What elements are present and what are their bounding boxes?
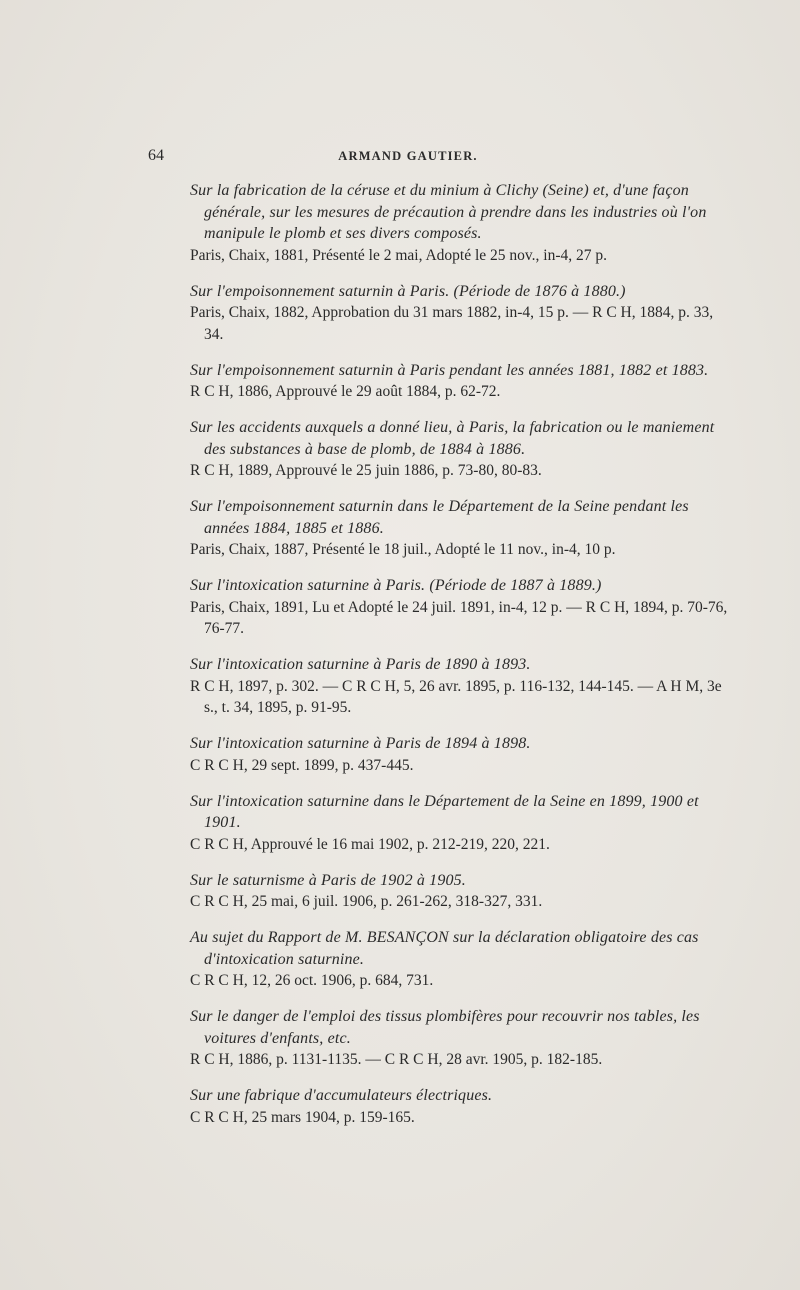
- entry-title: Sur l'empoisonnement saturnin à Paris pendant les années 1881, 1882 et 1883.: [190, 361, 709, 379]
- bibliography-entry: [190, 654, 730, 719]
- entry-reference: Paris, Chaix, 1891, Lu et Adopté le 24 juil. 1891, in-4, 12 p. — R C H, 1894, p. 70-76, 76-77.: [190, 598, 728, 637]
- bibliography-entry: [190, 733, 730, 776]
- entry-reference: R C H, 1886, Approuvé le 29 août 1884, p. 62-72.: [190, 383, 501, 400]
- entry-reference: R C H, 1889, Approuvé le 25 juin 1886, p. 73-80, 80-83.: [190, 462, 542, 479]
- entry-title: Sur l'empoisonnement saturnin dans le Département de la Seine pendant les années 1884, 1885 et 1886.: [190, 498, 689, 537]
- entry-reference: R C H, 1886, p. 1131-1135. — C R C H, 28 avr. 1905, p. 182-185.: [190, 1051, 603, 1068]
- bibliography-list: [190, 180, 730, 1143]
- entry-reference: R C H, 1897, p. 302. — C R C H, 5, 26 avr. 1895, p. 116-132, 144-145. — A H M, 3e s., t. 34, 1895, p. 91-95.: [190, 677, 722, 716]
- entry-title: Sur l'empoisonnement saturnin à Paris. (Période de 1876 à 1880.): [190, 282, 626, 300]
- entry-title: Sur l'intoxication saturnine dans le Département de la Seine en 1899, 1900 et 1901.: [190, 792, 699, 831]
- bibliography-entry: [190, 1085, 730, 1128]
- entry-title: Sur une fabrique d'accumulateurs électriques.: [190, 1087, 493, 1104]
- entry-reference: C R C H, 29 sept. 1899, p. 437-445.: [190, 756, 414, 774]
- entry-title: Sur l'intoxication saturnine à Paris. (Période de 1887 à 1889.): [190, 577, 602, 594]
- entry-reference: Paris, Chaix, 1882, Approbation du 31 mars 1882, in-4, 15 p. — R C H, 1884, p. 33, 34.: [190, 304, 714, 343]
- entry-reference: C R C H, Approuvé le 16 mai 1902, p. 212-219, 220, 221.: [190, 835, 550, 853]
- entry-title: Sur l'intoxication saturnine à Paris de 1890 à 1893.: [190, 656, 531, 673]
- entry-title: Sur le saturnisme à Paris de 1902 à 1905.: [190, 871, 466, 889]
- entry-reference: Paris, Chaix, 1881, Présenté le 2 mai, Adopté le 25 nov., in-4, 27 p.: [190, 246, 608, 264]
- bibliography-entry: [190, 417, 730, 482]
- entry-title: Au sujet du Rapport de M. BESANÇON sur la déclaration obligatoire des cas d'intoxication saturnine.: [190, 929, 699, 968]
- bibliography-entry: [190, 180, 730, 266]
- bibliography-entry: [190, 575, 730, 640]
- page-header: [148, 147, 668, 169]
- bibliography-entry: [190, 791, 730, 856]
- bibliography-entry: [190, 927, 730, 992]
- entry-title: Sur la fabrication de la céruse et du minium à Clichy (Seine) et, d'une façon générale, sur les mesures de précaution à prendre dans les industries où l'on manipule le plomb et ses divers composés.: [190, 182, 707, 242]
- bibliography-entry: [190, 281, 730, 346]
- entry-reference: C R C H, 12, 26 oct. 1906, p. 684, 731.: [190, 972, 434, 989]
- entry-title: Sur le danger de l'emploi des tissus plombifères pour recouvrir nos tables, les voitures d'enfants, etc.: [190, 1008, 700, 1047]
- bibliography-entry: [190, 360, 730, 403]
- entry-title: Sur les accidents auxquels a donné lieu, à Paris, la fabrication ou le maniement des substances à base de plomb, de 1884 à 1886.: [190, 419, 715, 458]
- page-number: 64: [148, 147, 164, 164]
- bibliography-entry: [190, 496, 730, 561]
- bibliography-entry: [190, 870, 730, 913]
- entry-reference: C R C H, 25 mars 1904, p. 159-165.: [190, 1108, 415, 1126]
- running-head: ARMAND GAUTIER.: [338, 149, 478, 163]
- entry-title: Sur l'intoxication saturnine à Paris de 1894 à 1898.: [190, 735, 531, 752]
- entry-reference: Paris, Chaix, 1887, Présenté le 18 juil., Adopté le 11 nov., in-4, 10 p.: [190, 541, 616, 558]
- entry-reference: C R C H, 25 mai, 6 juil. 1906, p. 261-262, 318-327, 331.: [190, 893, 543, 910]
- bibliography-entry: [190, 1006, 730, 1071]
